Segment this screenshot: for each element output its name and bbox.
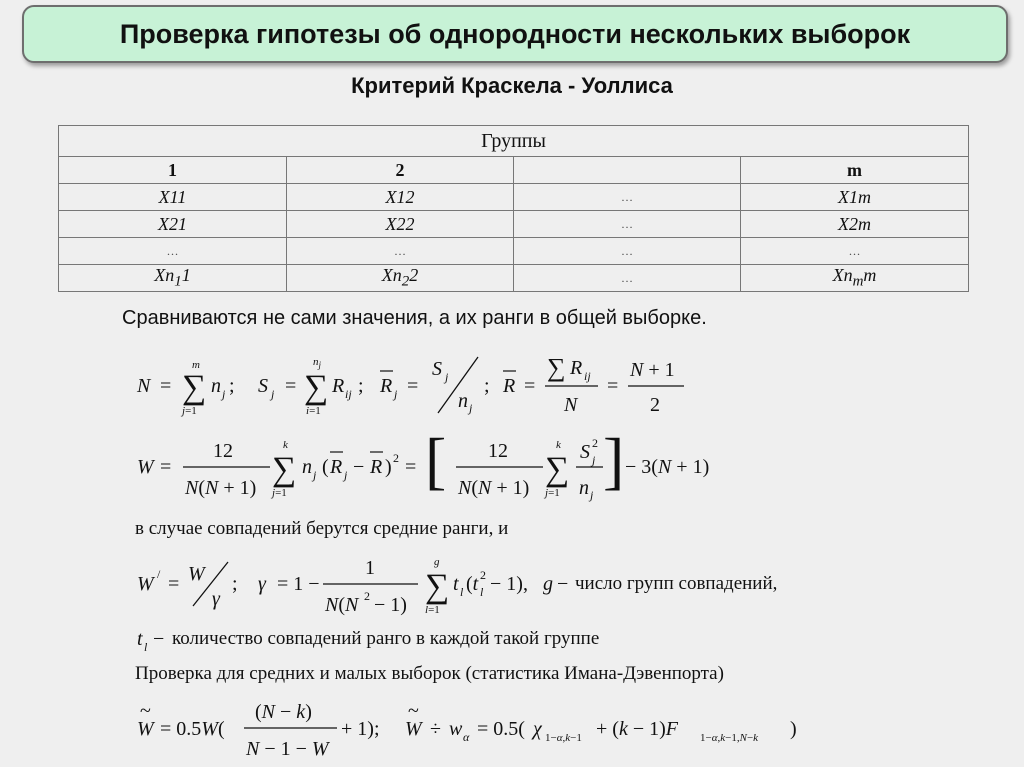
svg-text:;: ; [484,375,490,397]
svg-text:i=1: i=1 [306,405,321,417]
svg-text:j: j [445,370,449,384]
svg-text:l: l [460,585,464,599]
svg-text:∑: ∑ [545,451,570,488]
svg-text:l: l [480,585,484,599]
svg-text:j=1: j=1 [182,405,197,417]
svg-text:k: k [283,439,288,451]
svg-text:]: ] [603,425,625,496]
svg-text:− 1),: − 1), [490,573,528,595]
table-cell: … [514,184,741,211]
svg-text:2: 2 [592,436,598,450]
table-header-cell: 1 [59,157,287,184]
svg-text:∑: ∑ [182,369,207,406]
svg-text:∑: ∑ [304,369,329,406]
svg-text:χ: χ [533,718,542,740]
svg-text:∑: ∑ [425,568,450,605]
svg-text:~: ~ [408,700,419,722]
svg-text:=: = [160,456,172,478]
svg-text:(t: (t [466,573,479,595]
svg-text:R: R [570,357,583,379]
page-subtitle: Критерий Краскела - Уоллиса [351,73,673,98]
svg-text:α: α [463,730,470,744]
table-cell: X1m [741,184,969,211]
table-cell: … [514,238,741,265]
svg-text:−: − [557,573,569,595]
svg-text:j: j [344,468,348,482]
svg-text:= 0.5(: = 0.5( [477,718,525,740]
svg-text:1−α,k−1: 1−α,k−1 [545,732,582,744]
svg-text:): ) [385,456,392,478]
svg-text:R: R [332,375,345,397]
svg-text:j: j [469,401,473,415]
svg-text:j: j [394,387,398,401]
svg-text:=: = [524,375,536,397]
svg-text:n: n [458,390,468,412]
svg-text:=: = [407,375,419,397]
svg-text:=: = [168,573,180,595]
svg-text:j: j [590,488,594,502]
svg-text:2: 2 [480,568,486,582]
svg-text:N + 1: N + 1 [630,359,675,381]
g-description: число групп совпадений, [575,573,778,594]
svg-text:;: ; [229,375,235,397]
compare-text: Сравниваются не сами значения, а их ранги в общей выборке. [122,307,707,329]
table-cell: $Xn_11$ [59,265,287,292]
t-description: количество совпадений ранго в каждой такой группе [172,628,600,649]
svg-text:;: ; [358,375,364,397]
svg-text:N − 1 − W: N − 1 − W [246,738,329,760]
table-cell: … [514,211,741,238]
table-cell: X22 [287,211,514,238]
table-header-cell: m [741,157,969,184]
svg-text:ij: ij [584,369,591,383]
svg-text:/: / [157,567,161,581]
svg-text:~: ~ [140,700,151,722]
svg-text:l=1: l=1 [425,604,440,616]
svg-text:N(N: N(N [325,594,359,616]
svg-text:;: ; [232,573,238,595]
svg-text:j=1: j=1 [272,487,287,499]
table-cell: X2m [741,211,969,238]
svg-text:j: j [592,453,596,467]
svg-text:n: n [579,477,589,499]
table-cell: $Xn_mm$ [741,265,969,292]
iman-text: Проверка для средних и малых выборок (статистика Имана-Дэвенпорта) [135,663,724,684]
ties-text: в случае совпадений берутся средние ранги, и [135,518,509,539]
svg-text:γ: γ [258,573,266,595]
svg-text:l: l [144,640,148,654]
svg-text:N: N [564,394,578,416]
svg-text:N(N + 1): N(N + 1) [458,477,530,499]
svg-text:=: = [405,456,417,478]
svg-text:t: t [137,628,143,650]
svg-text:2: 2 [650,394,660,416]
svg-text:m: m [192,359,200,371]
svg-text:=: = [607,375,619,397]
svg-text:g: g [543,573,553,595]
svg-text:k: k [556,439,561,451]
svg-text:γ: γ [212,588,220,610]
svg-text:g: g [434,556,440,568]
svg-text:2: 2 [364,589,370,603]
svg-text:∑: ∑ [272,451,297,488]
svg-text:j: j [222,387,226,401]
svg-text:−: − [153,628,165,650]
table-cell: … [287,238,514,265]
svg-text:− 1): − 1) [374,594,407,616]
svg-text:1−α,k−1,N−k: 1−α,k−1,N−k [700,732,759,744]
svg-text:N: N [137,375,151,397]
svg-text:j=1: j=1 [545,487,560,499]
svg-text:n: n [211,375,221,397]
svg-text:+ 1);: + 1); [341,718,380,740]
svg-text:W: W [137,456,154,478]
svg-text:W: W [137,718,154,740]
svg-text:N(N + 1): N(N + 1) [185,477,257,499]
svg-text:W: W [188,563,205,585]
svg-text:j: j [271,387,275,401]
svg-text:+ (k − 1)F: + (k − 1)F [596,718,679,740]
svg-text:R: R [503,375,516,397]
svg-text:ij: ij [345,387,352,401]
page-title: Проверка гипотезы об однородности нескольких выборок [119,18,911,49]
svg-text:R: R [330,456,343,478]
svg-text:S: S [580,441,590,463]
svg-text:S: S [432,358,442,380]
svg-text:− 3(N + 1): − 3(N + 1) [625,456,710,478]
svg-text:= 1 −: = 1 − [277,573,320,595]
svg-text:÷: ÷ [430,718,441,740]
svg-text:W: W [137,573,154,595]
svg-text:R: R [380,375,393,397]
table-cell: X21 [59,211,287,238]
table-cell: X11 [59,184,287,211]
svg-text:=: = [160,375,172,397]
svg-text:n: n [302,456,312,478]
svg-text:nj: $n_j$ [313,356,322,370]
svg-text:R: R [370,456,383,478]
svg-text:=: = [285,375,297,397]
svg-text:= 0.5W(: = 0.5W( [160,718,225,740]
svg-text:1: 1 [365,557,375,579]
svg-text:j: j [313,468,317,482]
table-cell: X12 [287,184,514,211]
svg-text:S: S [258,375,268,397]
table-cell: … [514,265,741,292]
svg-text:12: 12 [213,440,233,462]
svg-text:w: w [449,718,463,740]
table-cell: $Xn_22$ [287,265,514,292]
table-cell: … [59,238,287,265]
svg-text:[: [ [425,425,447,496]
table-caption: Группы [59,126,969,157]
svg-text:): ) [790,718,797,740]
svg-text:−: − [353,456,365,478]
svg-text:(N − k): (N − k) [255,701,312,723]
svg-text:(: ( [322,456,329,478]
table-cell: … [741,238,969,265]
table-header-cell: 2 [287,157,514,184]
svg-text:W: W [405,718,422,740]
svg-text:12: 12 [488,440,508,462]
svg-text:∑: ∑ [547,353,566,382]
svg-text:t: t [453,573,459,595]
svg-text:2: 2 [393,451,399,465]
